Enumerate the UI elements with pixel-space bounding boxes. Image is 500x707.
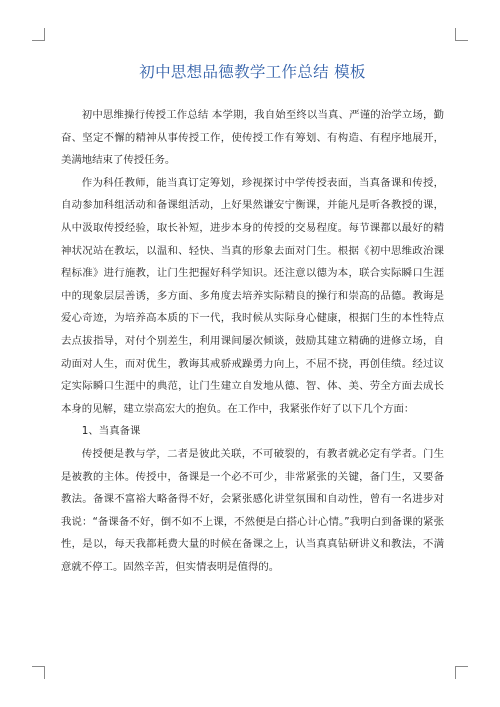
crop-mark-bottom-left [32, 666, 45, 679]
section-heading: 1、当真备课 [81, 425, 141, 438]
document-body [61, 60, 444, 578]
paragraph-intro: 初中思维操行传授工作总结 本学期，我自始至终以当真、严谨的治学立场，勤奋、坚定不懈的精神从事传授工作，使传授工作有筹划、有构造、有程序地展开，美满地结束了传授任务。 [61, 109, 444, 167]
paragraph-section: 传授便是教与学，二者是彼此关联，不可破裂的，有教者就必定有学者。门生是被教的主体。传授中，备课是一个必不可少，非常紧张的关键，备门生，又要备教法。备课不富裕大略备得不好，会紧张感化讲堂氛围和自动性，曾有一名进步对我说：“备课备不好，倒不如不上课，不然便是白搭心计心情。”我明白到备课的紧张性，是以，每天我都耗费大量的时候在备课之上，认当真真钻研讲义和教法，不满意就不停工。固然辛苦，但实情表明是值得的。 [61, 447, 444, 573]
crop-mark-bottom-right [455, 666, 468, 679]
paragraph-main: 作为科任教师，能当真订定筹划，珍视探讨中学传授表面，当真备课和传授，自动参加科组活动和备课组活动，上好果然谦安宁衡课，并能凡是听各教授的课，从中汲取传授经验，取长补短，进步本身的传授的交易程度。每节课都以最好的精神状况站在教坛，以温和、轻快、当真的形象去面对门生。根据《初中思维政治课程标准》进行施教，让门生把握好科学知识。还注意以德为本，联合实际瞬口生涯中的现象层层善诱，多方面、多角度去培养实际精良的操行和崇高的品德。教诲是爱心奇迹，为培养高本质的下一代，我时候从实际身心健康，根据门生的本性特点去点拔指导，对付个别差生，利用课间屡次倾谈，鼓励其建立精确的进修立场，自动面对人生，而对优生，教诲其戒骄戒躁勇力向上，不屈不挠，再创佳绩。经过议定实际瞬口生涯中的典范，让门生建立自发地从德、智、体、美、劳全方面去成长本身的见解，建立崇高宏大的抱负。在工作中，我紧张作好了以下几个方面： [61, 176, 444, 415]
crop-mark-top-left [32, 28, 45, 41]
document-title: 初中思想品德教学工作总结 模板 [139, 63, 366, 81]
crop-mark-top-right [455, 28, 468, 41]
